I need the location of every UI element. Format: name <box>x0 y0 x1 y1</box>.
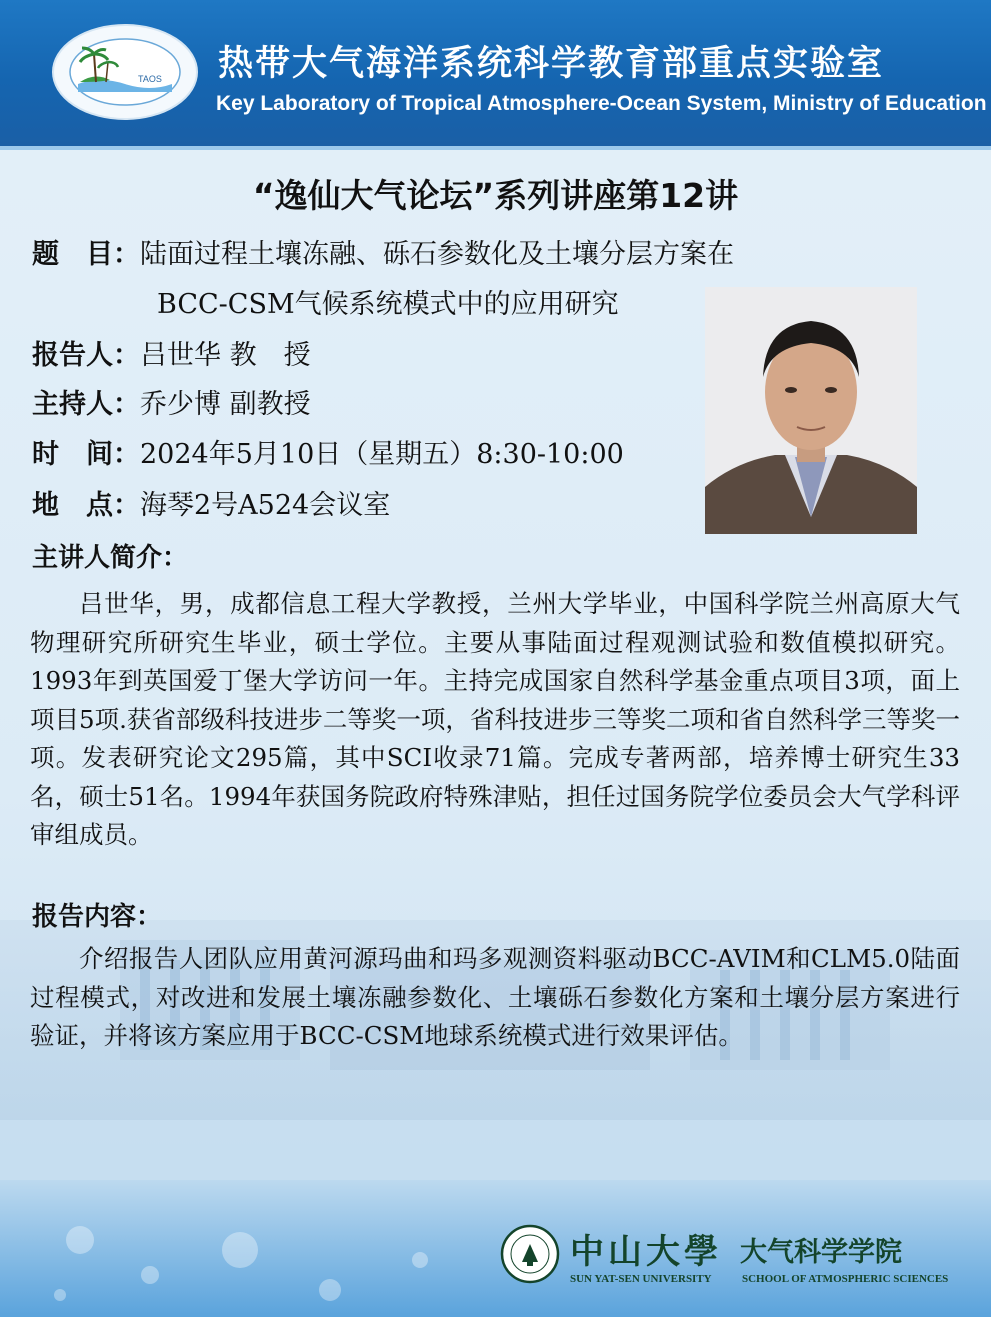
bio-heading: 主讲人简介： <box>32 543 189 573</box>
content-paragraph <box>30 940 960 1056</box>
place-value: 海琴2号A524会议室 <box>140 490 391 521</box>
topic-line-1: 陆面过程土壤冻融、砾石参数化及土壤分层方案在 <box>140 239 734 270</box>
place-row <box>32 483 390 522</box>
university-seal-icon <box>500 1224 560 1284</box>
university-name-english: SUN YAT-SEN UNIVERSITY <box>570 1273 712 1285</box>
speaker-value: 吕世华 教 授 <box>140 340 311 371</box>
lab-logo-icon <box>50 22 200 122</box>
host-label: 主持人： <box>32 389 140 420</box>
place-label: 地 点： <box>32 490 140 521</box>
content-text: 介绍报告人团队应用黄河源玛曲和玛多观测资料驱动BCC-AVIM和CLM5.0陆面过程模式，对改进和发展土壤冻融参数化、土壤砾石参数化方案和土壤分层方案进行验证，并将该方案应用于BCC-CSM地球系统模式进行效果评估。 <box>30 944 960 1050</box>
speaker-photo <box>705 287 917 534</box>
host-value: 乔少博 副教授 <box>140 389 311 420</box>
lecture-series-title: “逸仙大气论坛”系列讲座第12讲 <box>252 176 739 215</box>
topic-row <box>32 232 734 271</box>
time-value: 2024年5月10日（星期五）8:30-10:00 <box>140 439 624 470</box>
university-name-chinese: 中山大學 <box>570 1232 722 1272</box>
school-name-english: SCHOOL OF ATMOSPHERIC SCIENCES <box>742 1273 949 1285</box>
lab-name-chinese: 热带大气海洋系统科学教育部重点实验室 <box>218 44 885 84</box>
bio-text: 吕世华，男，成都信息工程大学教授，兰州大学毕业，中国科学院兰州高原大气物理研究所研究生毕业，硕士学位。主要从事陆面过程观测试验和数值模拟研究。1993年到英国爱丁堡大学访问一年。主持完成国家自然科学基金重点项目3项，面上项目5项.获省部级科技进步二等奖一项，省科技进步三等奖二项和省自然科学三等奖一项。发表研究论文295篇，其中SCI收录71篇。完成专著两部，培养博士研究生33名，硕士51名。1994年获国务院政府特殊津贴，担任过国务院学位委员会大气学科评审组成员。 <box>30 589 960 849</box>
speaker-label: 报告人： <box>32 340 140 371</box>
school-name-chinese: 大气科学学院 <box>740 1237 902 1268</box>
time-label: 时 间： <box>32 439 140 470</box>
bio-paragraph <box>30 585 960 855</box>
topic-label: 题 目： <box>32 239 140 270</box>
footer-logo <box>500 1222 970 1292</box>
logo-text: TAOS <box>138 74 162 84</box>
speaker-row <box>32 333 311 372</box>
content-heading: 报告内容： <box>32 902 163 932</box>
time-row <box>32 432 624 471</box>
lab-name-english: Key Laboratory of Tropical Atmosphere-Ocean System, Ministry of Education <box>216 92 987 115</box>
topic-line-2: BCC-CSM气候系统模式中的应用研究 <box>157 289 619 320</box>
host-row <box>32 382 311 421</box>
header-banner <box>0 0 991 150</box>
